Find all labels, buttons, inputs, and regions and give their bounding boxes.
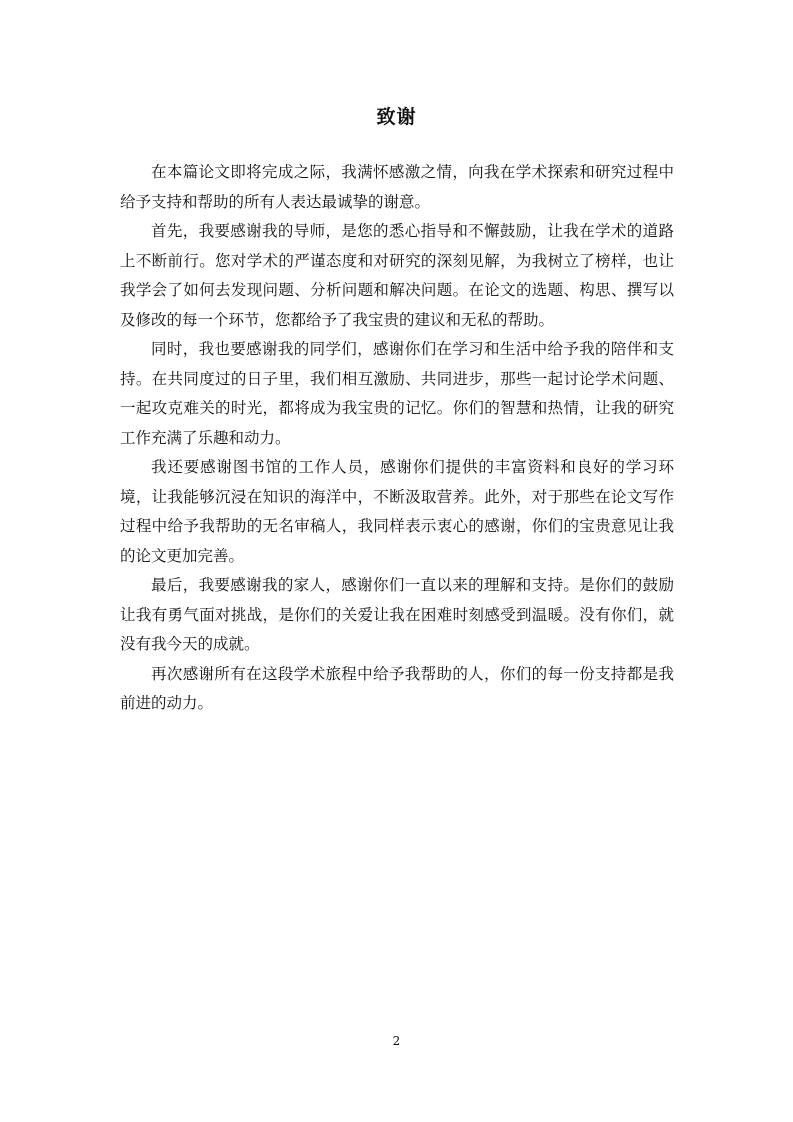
acknowledgement-body [120, 158, 674, 719]
page-title: 致谢 [376, 106, 417, 128]
paragraph-family: 最后，我要感谢我的家人，感谢你们一直以来的理解和支持。是你们的鼓励让我有勇气面对挑战，是你们的关爱让我在困难时刻感受到温暖。没有你们，就没有我今天的成就。 [120, 576, 674, 653]
paragraph-library: 我还要感谢图书馆的工作人员，感谢你们提供的丰富资料和良好的学习环境，让我能够沉浸在知识的海洋中，不断汲取营养。此外，对于那些在论文写作过程中给予我帮助的无名审稿人，我同样表示衷心的感谢，你们的宝贵意见让我的论文更加完善。 [120, 458, 674, 565]
page-number: 2 [392, 1034, 401, 1048]
paragraph-advisor: 首先，我要感谢我的导师，是您的悉心指导和不懈鼓励，让我在学术的道路上不断前行。您对学术的严谨态度和对研究的深刻见解，为我树立了榜样，也让我学会了如何去发现问题、分析问题和解决问题。在论文的选题、构思、撰写以及修改的每一个环节，您都给予了我宝贵的建议和无私的帮助。 [120, 222, 674, 329]
paragraph-classmates: 同时，我也要感谢我的同学们，感谢你们在学习和生活中给予我的陪伴和支持。在共同度过的日子里，我们相互激励、共同进步，那些一起讨论学术问题、一起攻克难关的时光，都将成为我宝贵的记忆。你们的智慧和热情，让我的研究工作充满了乐趣和动力。 [120, 340, 674, 447]
paragraph-closing: 再次感谢所有在这段学术旅程中给予我帮助的人，你们的每一份支持都是我前进的动力。 [120, 664, 674, 712]
paragraph-intro: 在本篇论文即将完成之际，我满怀感激之情，向我在学术探索和研究过程中给予支持和帮助的所有人表达最诚挚的谢意。 [120, 163, 674, 211]
